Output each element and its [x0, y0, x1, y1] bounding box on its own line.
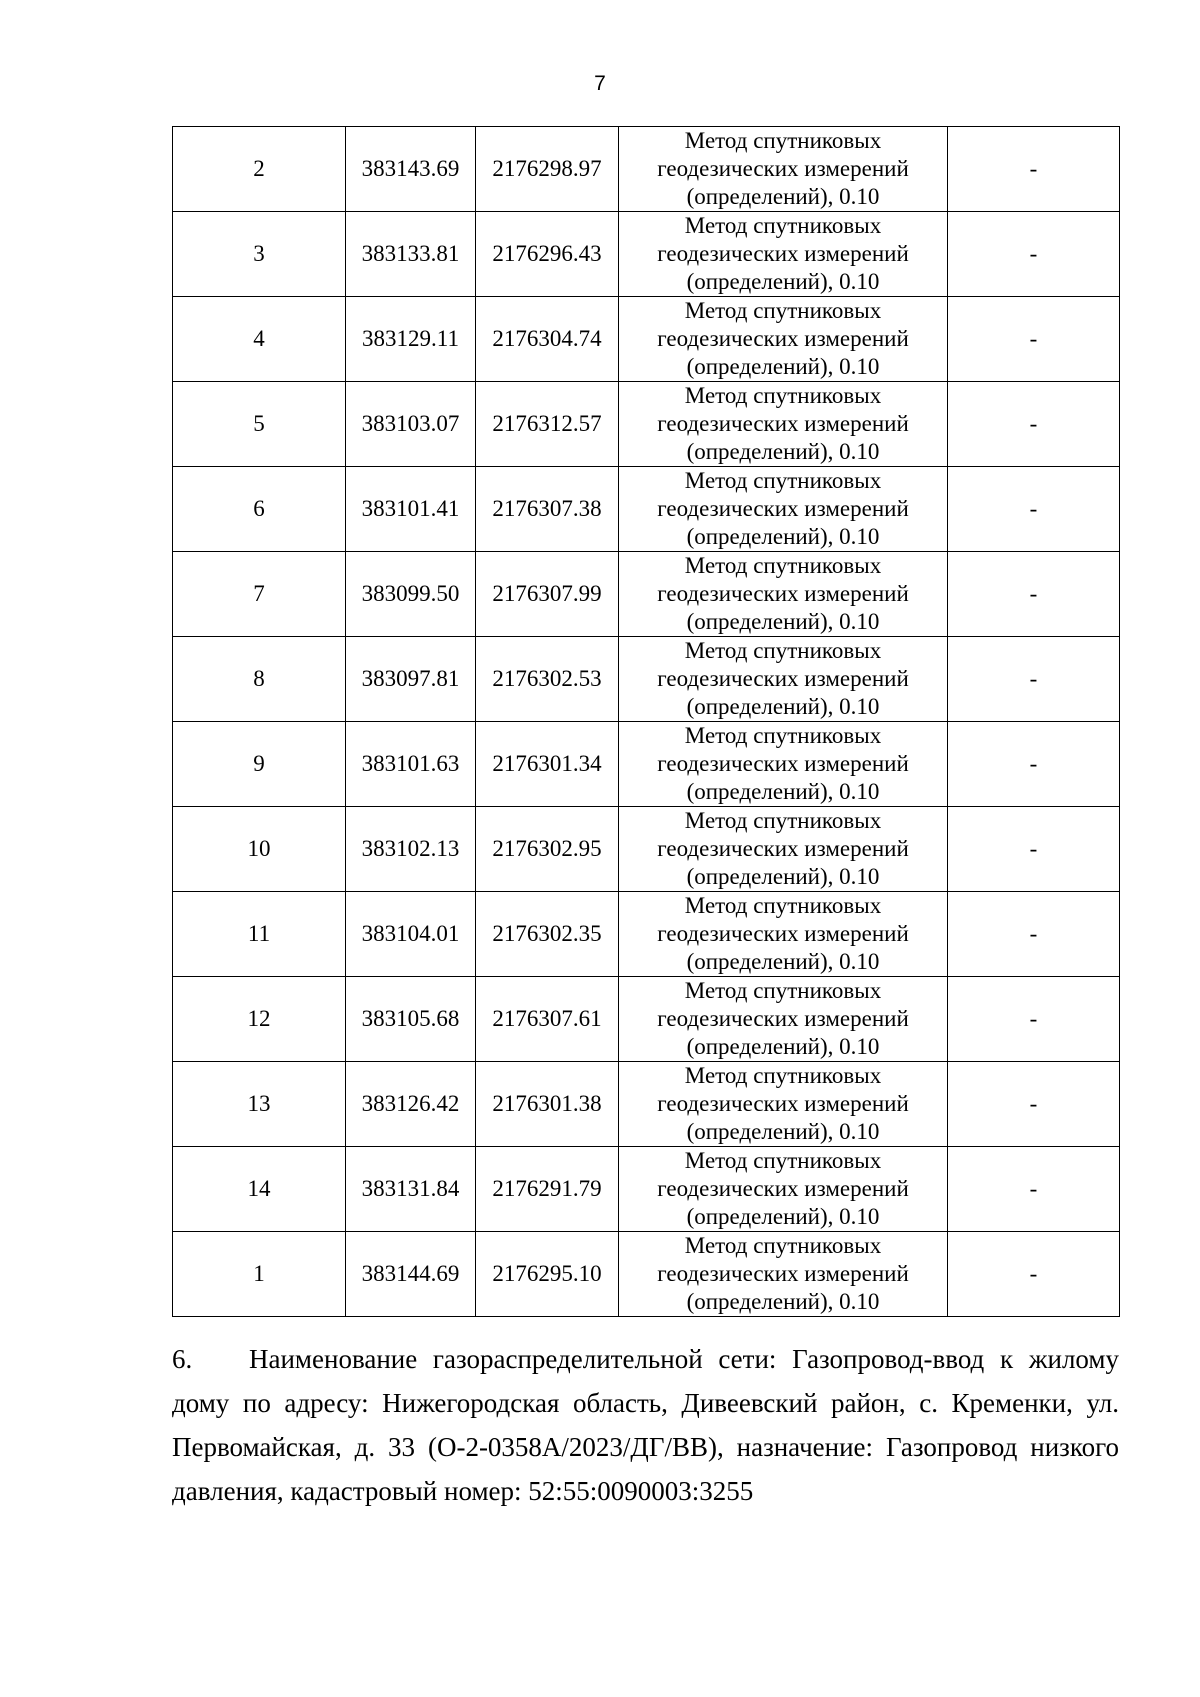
- x-coordinate-cell: 383105.68: [346, 977, 476, 1062]
- method-line: (определений), 0.10: [686, 779, 880, 804]
- point-number-cell: 6: [173, 467, 346, 552]
- x-coordinate-cell: 383126.42: [346, 1062, 476, 1147]
- table-row: [173, 382, 1120, 467]
- method-line: Метод спутниковых: [684, 1063, 882, 1088]
- note-cell: -: [948, 977, 1120, 1062]
- y-coordinate-cell: 2176302.53: [476, 637, 619, 722]
- y-coordinate-cell: 2176291.79: [476, 1147, 619, 1232]
- x-coordinate-cell: 383102.13: [346, 807, 476, 892]
- method-line: Метод спутниковых: [684, 298, 882, 323]
- method-line: геодезических измерений: [657, 1091, 909, 1116]
- method-cell: [619, 1147, 948, 1232]
- y-coordinate-cell: 2176302.95: [476, 807, 619, 892]
- y-coordinate-cell: 2176307.38: [476, 467, 619, 552]
- method-line: геодезических измерений: [657, 241, 909, 266]
- point-number-cell: 7: [173, 552, 346, 637]
- point-number-cell: 11: [173, 892, 346, 977]
- table-row: [173, 552, 1120, 637]
- x-coordinate-cell: 383144.69: [346, 1232, 476, 1317]
- note-cell: -: [948, 552, 1120, 637]
- table-row: [173, 1147, 1120, 1232]
- method-cell: [619, 127, 948, 212]
- method-line: (определений), 0.10: [686, 949, 880, 974]
- note-cell: -: [948, 467, 1120, 552]
- coordinates-table-body: [173, 127, 1120, 1317]
- method-line: Метод спутниковых: [684, 808, 882, 833]
- x-coordinate-cell: 383099.50: [346, 552, 476, 637]
- table-row: [173, 637, 1120, 722]
- section-6: [172, 1337, 1119, 1513]
- method-line: Метод спутниковых: [684, 723, 882, 748]
- y-coordinate-cell: 2176307.99: [476, 552, 619, 637]
- method-line: Метод спутниковых: [684, 213, 882, 238]
- method-line: геодезических измерений: [657, 411, 909, 436]
- note-cell: -: [948, 382, 1120, 467]
- method-cell: [619, 382, 948, 467]
- method-cell: [619, 467, 948, 552]
- y-coordinate-cell: 2176295.10: [476, 1232, 619, 1317]
- method-cell: [619, 722, 948, 807]
- y-coordinate-cell: 2176302.35: [476, 892, 619, 977]
- note-cell: -: [948, 807, 1120, 892]
- page-number: 7: [594, 72, 606, 95]
- method-line: (определений), 0.10: [686, 184, 880, 209]
- point-number-cell: 8: [173, 637, 346, 722]
- method-line: (определений), 0.10: [686, 439, 880, 464]
- point-number-cell: 1: [173, 1232, 346, 1317]
- method-line: (определений), 0.10: [686, 1119, 880, 1144]
- note-cell: -: [948, 637, 1120, 722]
- method-line: Метод спутниковых: [684, 128, 882, 153]
- method-cell: [619, 1062, 948, 1147]
- method-line: геодезических измерений: [657, 666, 909, 691]
- y-coordinate-cell: 2176301.38: [476, 1062, 619, 1147]
- method-line: (определений), 0.10: [686, 864, 880, 889]
- method-cell: [619, 1232, 948, 1317]
- y-coordinate-cell: 2176296.43: [476, 212, 619, 297]
- method-line: Метод спутниковых: [684, 893, 882, 918]
- method-cell: [619, 892, 948, 977]
- coordinates-table: [172, 126, 1120, 1317]
- method-cell: [619, 977, 948, 1062]
- method-line: геодезических измерений: [657, 1176, 909, 1201]
- y-coordinate-cell: 2176298.97: [476, 127, 619, 212]
- method-line: (определений), 0.10: [686, 1034, 880, 1059]
- note-cell: -: [948, 297, 1120, 382]
- point-number-cell: 13: [173, 1062, 346, 1147]
- method-line: геодезических измерений: [657, 751, 909, 776]
- x-coordinate-cell: 383101.63: [346, 722, 476, 807]
- note-cell: -: [948, 212, 1120, 297]
- method-line: Метод спутниковых: [684, 468, 882, 493]
- note-cell: -: [948, 1147, 1120, 1232]
- table-row: [173, 212, 1120, 297]
- point-number-cell: 10: [173, 807, 346, 892]
- method-line: (определений), 0.10: [686, 1289, 880, 1314]
- note-cell: -: [948, 1232, 1120, 1317]
- method-line: геодезических измерений: [657, 1006, 909, 1031]
- method-line: (определений), 0.10: [686, 1204, 880, 1229]
- table-row: [173, 467, 1120, 552]
- point-number-cell: 2: [173, 127, 346, 212]
- x-coordinate-cell: 383103.07: [346, 382, 476, 467]
- table-row: [173, 722, 1120, 807]
- y-coordinate-cell: 2176304.74: [476, 297, 619, 382]
- method-cell: [619, 212, 948, 297]
- method-line: геодезических измерений: [657, 921, 909, 946]
- method-cell: [619, 552, 948, 637]
- method-line: Метод спутниковых: [684, 1148, 882, 1173]
- x-coordinate-cell: 383133.81: [346, 212, 476, 297]
- x-coordinate-cell: 383143.69: [346, 127, 476, 212]
- method-line: геодезических измерений: [657, 1261, 909, 1286]
- table-row: [173, 807, 1120, 892]
- x-coordinate-cell: 383097.81: [346, 637, 476, 722]
- table-row: [173, 297, 1120, 382]
- table-row: [173, 892, 1120, 977]
- note-cell: -: [948, 722, 1120, 807]
- table-row: [173, 1062, 1120, 1147]
- y-coordinate-cell: 2176307.61: [476, 977, 619, 1062]
- section-number: 6.: [172, 1344, 193, 1374]
- method-line: Метод спутниковых: [684, 1233, 882, 1258]
- note-cell: -: [948, 127, 1120, 212]
- method-cell: [619, 637, 948, 722]
- point-number-cell: 5: [173, 382, 346, 467]
- method-line: (определений), 0.10: [686, 694, 880, 719]
- method-line: геодезических измерений: [657, 581, 909, 606]
- method-line: (определений), 0.10: [686, 269, 880, 294]
- method-line: (определений), 0.10: [686, 354, 880, 379]
- method-line: (определений), 0.10: [686, 524, 880, 549]
- method-line: (определений), 0.10: [686, 609, 880, 634]
- x-coordinate-cell: 383131.84: [346, 1147, 476, 1232]
- method-cell: [619, 807, 948, 892]
- note-cell: -: [948, 1062, 1120, 1147]
- point-number-cell: 9: [173, 722, 346, 807]
- method-cell: [619, 297, 948, 382]
- method-line: Метод спутниковых: [684, 978, 882, 1003]
- section-text: Наименование газораспределительной сети: Газопровод-ввод к жилому дому по адресу: Нижегородская область, Дивеевский район, с. Кременки, ул. Первомайская, д. 33 (О-2-0358А/2023/ДГ/ВВ), назначение: Газопровод низкого давления, кадастровый номер: 52:55:0090003:3255: [172, 1344, 1119, 1506]
- y-coordinate-cell: 2176312.57: [476, 382, 619, 467]
- table-row: [173, 1232, 1120, 1317]
- x-coordinate-cell: 383129.11: [346, 297, 476, 382]
- point-number-cell: 14: [173, 1147, 346, 1232]
- table-row: [173, 127, 1120, 212]
- method-line: геодезических измерений: [657, 836, 909, 861]
- method-line: Метод спутниковых: [684, 553, 882, 578]
- method-line: геодезических измерений: [657, 326, 909, 351]
- method-line: геодезических измерений: [657, 156, 909, 181]
- x-coordinate-cell: 383101.41: [346, 467, 476, 552]
- method-line: Метод спутниковых: [684, 383, 882, 408]
- point-number-cell: 4: [173, 297, 346, 382]
- point-number-cell: 12: [173, 977, 346, 1062]
- table-row: [173, 977, 1120, 1062]
- x-coordinate-cell: 383104.01: [346, 892, 476, 977]
- note-cell: -: [948, 892, 1120, 977]
- method-line: геодезических измерений: [657, 496, 909, 521]
- y-coordinate-cell: 2176301.34: [476, 722, 619, 807]
- method-line: Метод спутниковых: [684, 638, 882, 663]
- point-number-cell: 3: [173, 212, 346, 297]
